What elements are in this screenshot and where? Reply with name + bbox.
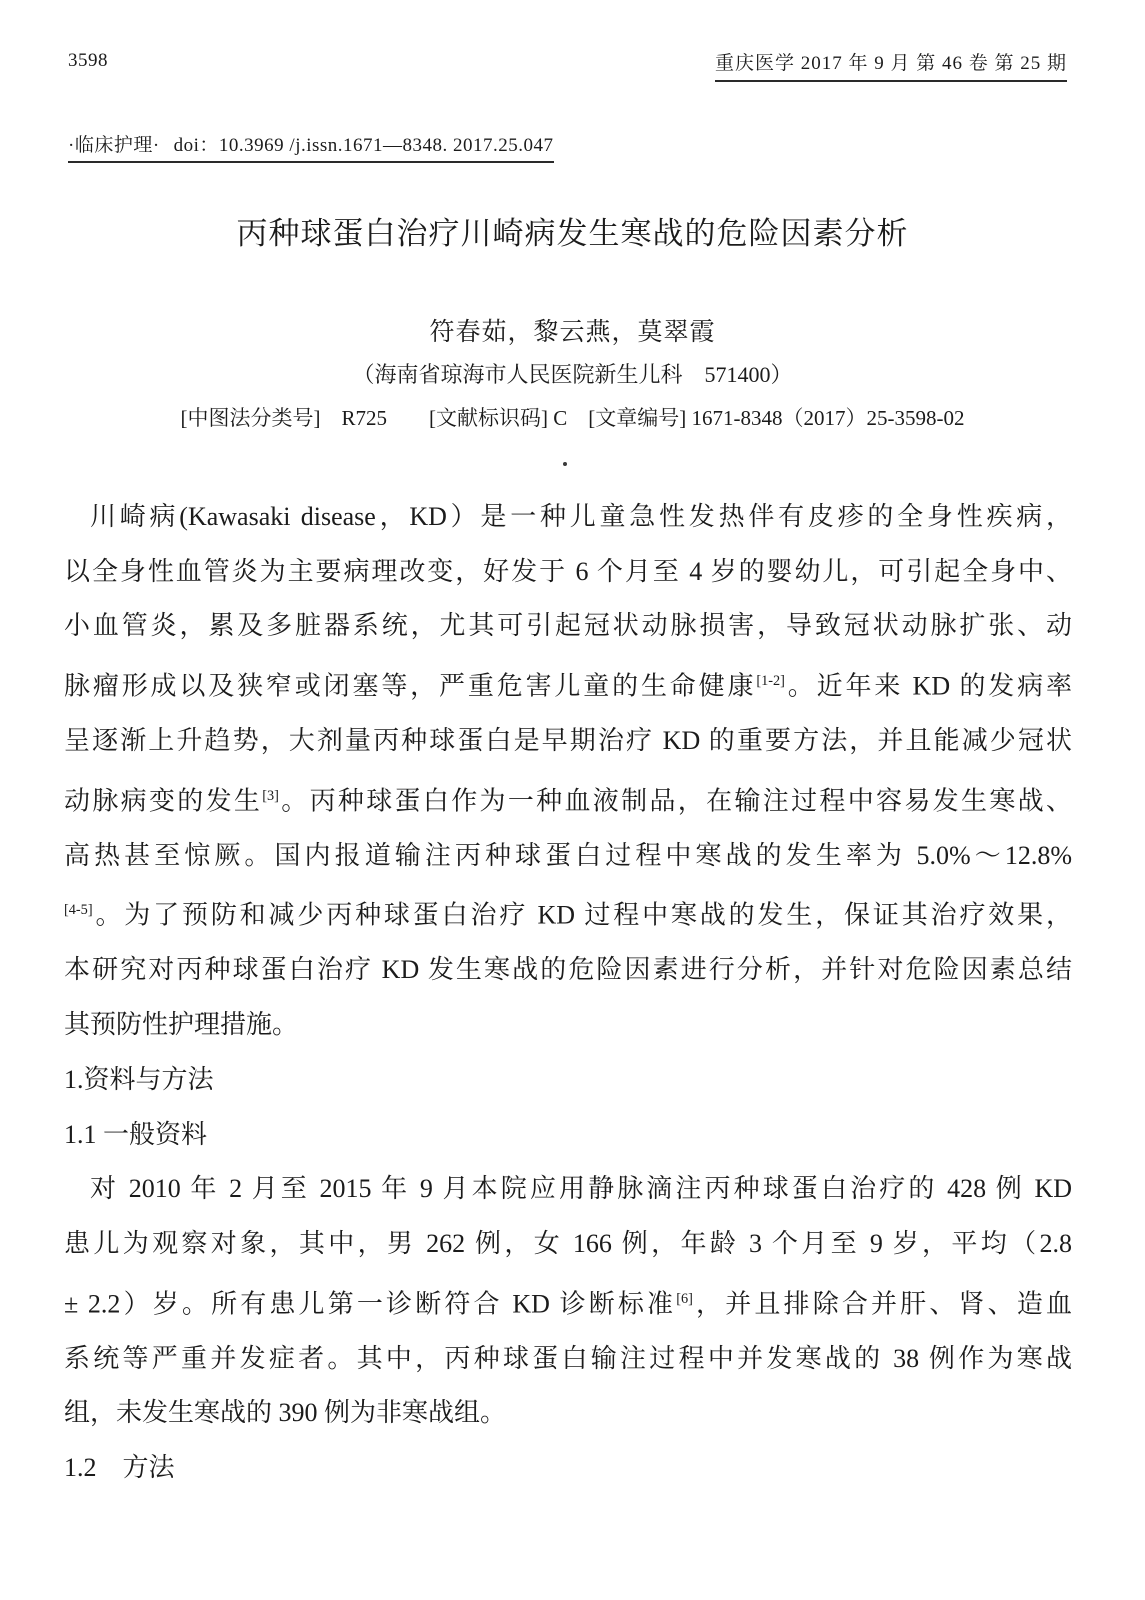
body-line: 动脉病变的发生[3]。丙种球蛋白作为一种血液制品，在输注过程中容易发生寒战、: [64, 786, 1072, 816]
doi-text: doi：10.3969 /j.issn.1671—8348. 2017.25.047: [173, 135, 554, 156]
body-line: 以全身性血管炎为主要病理改变，好发于 6 个月至 4 岁的婴幼儿，可引起全身中、: [64, 556, 1072, 586]
body-line: 高热甚至惊厥。国内报道输注丙种球蛋白过程中寒战的发生率为 5.0%～12.8%: [64, 840, 1072, 870]
section-heading: 1.2 方法: [64, 1453, 175, 1483]
body-line: [4-5]。为了预防和减少丙种球蛋白治疗 KD 过程中寒战的发生，保证其治疗效果，: [64, 900, 1072, 930]
citation-ref: [1-2]: [756, 673, 785, 690]
column-label: ·临床护理·: [68, 135, 160, 156]
article-authors: 符春茹，黎云燕，莫翠霞: [429, 319, 716, 346]
body-line: 患儿为观察对象，其中，男 262 例，女 166 例，年龄 3 个月至 9 岁，平均（2.8: [64, 1228, 1072, 1258]
doi-line: [68, 130, 554, 163]
body-line: 组，未发生寒战的 390 例为非寒战组。: [64, 1398, 507, 1428]
body-line: ± 2.2）岁。所有患儿第一诊断符合 KD 诊断标准[6]，并且排除合并肝、肾、造血: [64, 1288, 1072, 1318]
citation-ref: [6]: [676, 1290, 693, 1307]
journal-header: 重庆医学 2017 年 9 月 第 46 卷 第 25 期: [715, 48, 1067, 82]
body-line: 系统等严重并发症者。其中，丙种球蛋白输注过程中并发寒战的 38 例作为寒战: [64, 1343, 1072, 1373]
citation-ref: [3]: [262, 787, 279, 804]
section-heading: 1.1 一般资料: [64, 1119, 208, 1149]
article-meta: [中图法分类号] R725 [文献标识码] C [文章编号] 1671-8348（2017）25-3598-02: [180, 406, 965, 430]
article-body: [64, 490, 1072, 1496]
section-heading: 1.资料与方法: [64, 1064, 214, 1094]
stray-dot-mark: [563, 462, 567, 466]
body-line: 小血管炎，累及多脏器系统，尤其可引起冠状动脉损害，导致冠状动脉扩张、动: [64, 611, 1072, 641]
citation-ref: [4-5]: [64, 902, 93, 919]
body-line: 其预防性护理措施。: [64, 1010, 299, 1040]
body-line: 脉瘤形成以及狭窄或闭塞等，严重危害儿童的生命健康[1-2]。近年来 KD 的发病率: [64, 671, 1072, 701]
body-line: 对 2010 年 2 月至 2015 年 9 月本院应用静脉滴注丙种球蛋白治疗的 428 例 KD: [90, 1174, 1072, 1204]
article-affiliation: （海南省琼海市人民医院新生儿科 571400）: [352, 362, 793, 387]
page-number: 3598: [68, 50, 108, 71]
body-line: 本研究对丙种球蛋白治疗 KD 发生寒战的危险因素进行分析，并针对危险因素总结: [64, 955, 1072, 985]
article-title: 丙种球蛋白治疗川崎病发生寒战的危险因素分析: [236, 216, 909, 251]
body-line: 呈逐渐上升趋势，大剂量丙种球蛋白是早期治疗 KD 的重要方法，并且能减少冠状: [64, 726, 1072, 756]
body-line: 川崎病(Kawasaki disease，KD）是一种儿童急性发热伴有皮疹的全身性疾病，: [90, 502, 1072, 531]
